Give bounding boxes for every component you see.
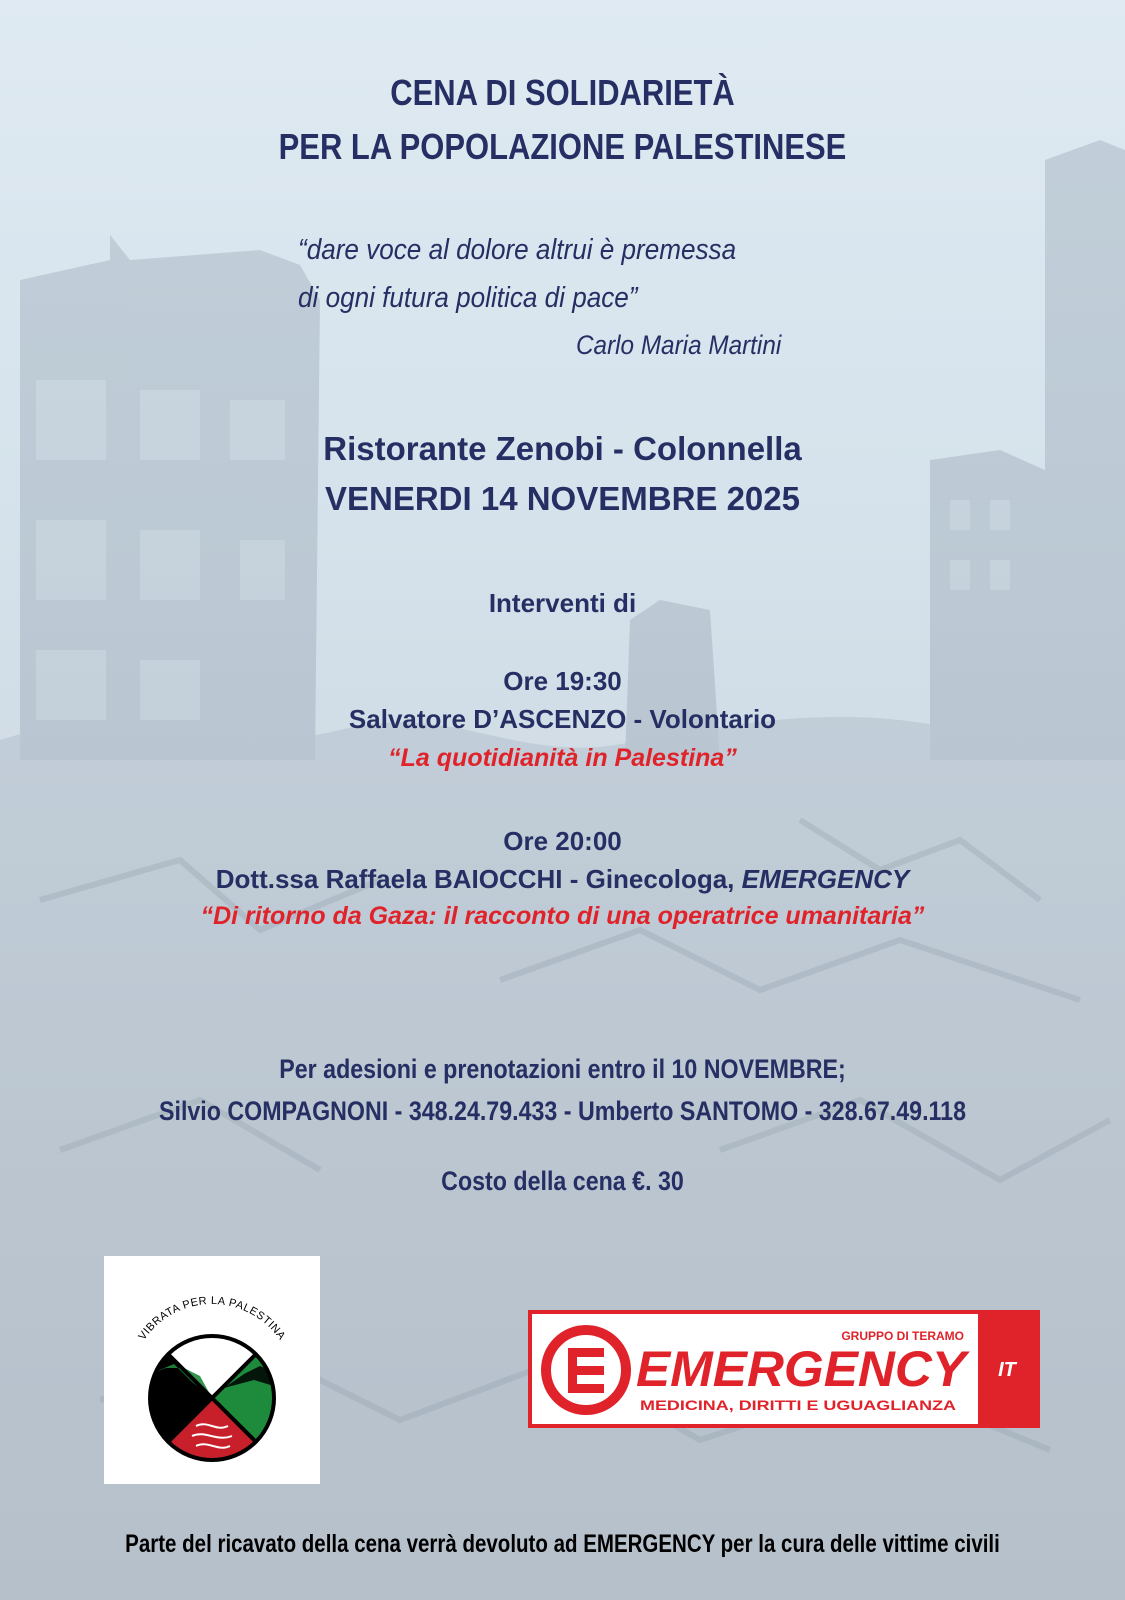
title-line-2: PER LA POPOLAZIONE PALESTINESE: [278, 126, 847, 167]
speaker-1-talk: “La quotidianità in Palestina”: [388, 744, 737, 772]
emergency-name: EMERGENCY: [636, 1341, 971, 1397]
emergency-suffix: IT: [998, 1359, 1016, 1381]
vibrata-logo-text: VIBRATA PER LA PALESTINA: [136, 1294, 288, 1343]
speaker-2-time: Ore 20:00: [503, 826, 622, 856]
quote-line-2: di ogni futura politica di pace”: [298, 282, 638, 314]
speaker-2-line: [0, 864, 1125, 895]
speaker-2-talk: “Di ritorno da Gaza: il racconto di una operatrice umanitaria”: [200, 902, 925, 930]
dinner-cost: Costo della cena €. 30: [441, 1166, 684, 1196]
booking-line: Per adesioni e prenotazioni entro il 10 NOVEMBRE;: [279, 1054, 846, 1084]
speaker-2-org: EMERGENCY: [741, 864, 910, 894]
vibrata-emblem: [104, 1256, 320, 1484]
speaker-2-name: Dott.ssa Raffaela BAIOCCHI - Ginecologa,: [215, 864, 742, 894]
event-date: VENERDI 14 NOVEMBRE 2025: [324, 480, 800, 517]
emergency-tagline: MEDICINA, DIRITTI E UGUAGLIANZA: [640, 1397, 956, 1413]
speaker-1-name: Salvatore D’ASCENZO - Volontario: [348, 704, 777, 734]
footer-note: Parte del ricavato della cena verrà devoluto ad EMERGENCY per la cura delle vittime civili: [125, 1530, 1000, 1558]
contacts-line: Silvio COMPAGNONI - 348.24.79.433 - Umberto SANTOMO - 328.67.49.118: [158, 1096, 966, 1126]
interventi-label: Interventi di: [488, 588, 637, 618]
emergency-group: GRUPPO DI TERAMO: [841, 1329, 964, 1343]
emergency-emblem: [532, 1314, 1036, 1424]
title-line-1: CENA DI SOLIDARIETÀ: [390, 72, 735, 113]
quote-line-1: “dare voce al dolore altrui è premessa: [298, 234, 737, 266]
emergency-logo: [528, 1310, 1040, 1428]
vibrata-logo: [104, 1256, 320, 1484]
venue: Ristorante Zenobi - Colonnella: [323, 430, 802, 467]
quote-author: Carlo Maria Martini: [576, 330, 782, 360]
speaker-1-time: Ore 19:30: [503, 666, 622, 696]
